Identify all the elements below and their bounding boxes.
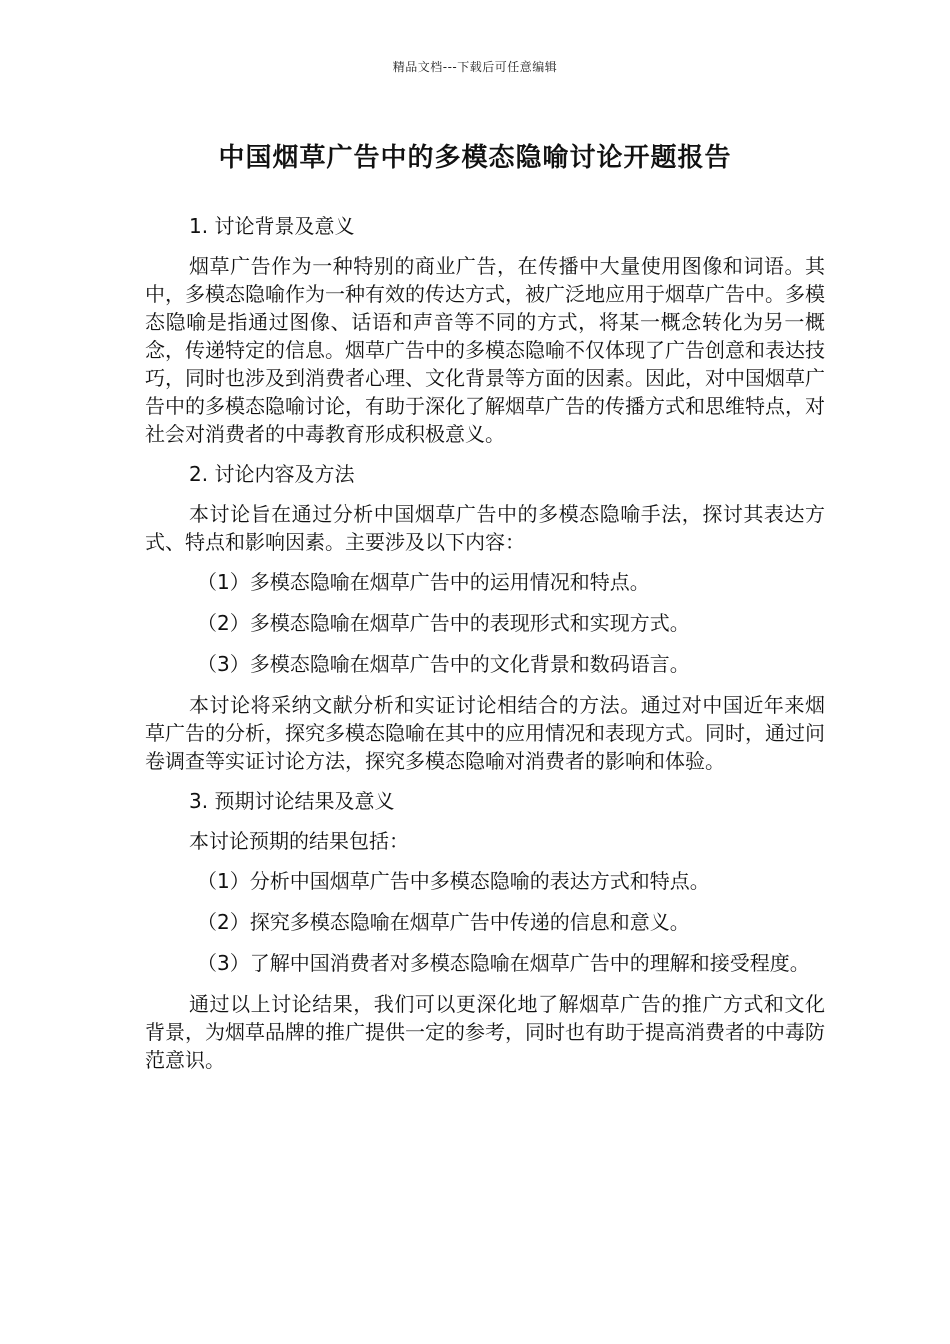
document-body (145, 212, 825, 1086)
background-paragraph: 烟草广告作为一种特别的商业广告，在传播中大量使用图像和词语。其中，多模态隐喻作为一种有效的传达方式，被广泛地应用于烟草广告中。多模态隐喻是指通过图像、话语和声音等不同的方式，将某一概念转化为另一概念，传递特定的信息。烟草广告中的多模态隐喻不仅体现了广告创意和表达技巧，同时也涉及到消费者心理、文化背景等方面的因素。因此，对中国烟草广告中的多模态隐喻讨论，有助于深化了解烟草广告的传播方式和思维特点，对社会对消费者的中毒教育形成积极意义。 (145, 254, 825, 446)
content-list-item-3: （3）多模态隐喻在烟草广告中的文化背景和数码语言。 (197, 652, 690, 676)
results-list-item-2: （2）探究多模态隐喻在烟草广告中传递的信息和意义。 (197, 910, 690, 934)
section-heading-background: 1. 讨论背景及意义 (189, 214, 355, 238)
section-heading-expected-results: 3. 预期讨论结果及意义 (189, 789, 395, 813)
results-list-item-1: （1）分析中国烟草广告中多模态隐喻的表达方式和特点。 (197, 869, 710, 893)
header-note: 精品文档---下载后可任意编辑 (392, 60, 558, 74)
method-paragraph: 本讨论将采纳文献分析和实证讨论相结合的方法。通过对中国近年来烟草广告的分析，探究多模态隐喻在其中的应用情况和表现方式。同时，通过问卷调查等实证讨论方法，探究多模态隐喻对消费者的影响和体验。 (145, 693, 825, 773)
content-list-item-2: （2）多模态隐喻在烟草广告中的表现形式和实现方式。 (197, 611, 690, 635)
conclusion-paragraph: 通过以上讨论结果，我们可以更深化地了解烟草广告的推广方式和文化背景，为烟草品牌的推广提供一定的参考，同时也有助于提高消费者的中毒防范意识。 (145, 992, 825, 1072)
section-heading-content-method: 2. 讨论内容及方法 (189, 462, 355, 486)
results-intro-paragraph: 本讨论预期的结果包括： (189, 829, 409, 853)
document-title: 中国烟草广告中的多模态隐喻讨论开题报告 (218, 143, 732, 173)
content-intro-paragraph: 本讨论旨在通过分析中国烟草广告中的多模态隐喻手法，探讨其表达方式、特点和影响因素。主要涉及以下内容： (145, 502, 825, 554)
results-list-item-3: （3）了解中国消费者对多模态隐喻在烟草广告中的理解和接受程度。 (197, 951, 810, 975)
content-list-item-1: （1）多模态隐喻在烟草广告中的运用情况和特点。 (197, 570, 650, 594)
